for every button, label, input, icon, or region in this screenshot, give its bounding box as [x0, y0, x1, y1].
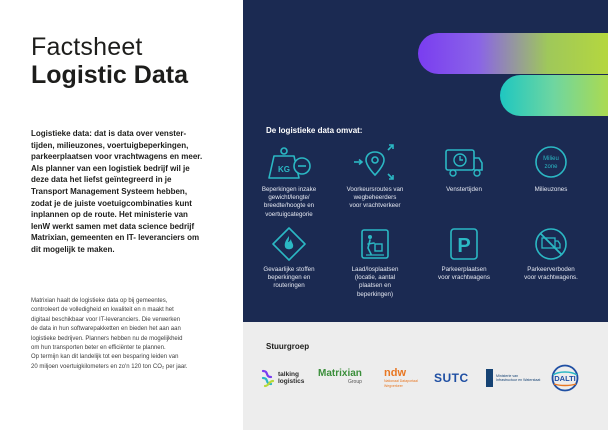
- intro-line: Logistieke data: dat is data over venster-: [31, 129, 187, 138]
- sutc-logo: SUTC: [434, 371, 469, 385]
- data-item-hazardous: [244, 226, 334, 291]
- svg-text:zone: zone: [544, 164, 558, 170]
- body-line: controleert de volledigheid en kwaliteit en n maakt het: [31, 307, 174, 314]
- data-item-loading-places: [330, 226, 420, 299]
- body-line: logistieke bedrijven. Planners hebben nu de mogelijkheid: [31, 335, 183, 342]
- body-line: om hun transporten beter en efficiënter te plannen.: [31, 345, 166, 352]
- talking-logistics-logo: talking logistics: [261, 364, 304, 392]
- data-item-routes: [330, 144, 420, 211]
- stuurgroep-panel: [243, 322, 608, 430]
- truck-clock-icon: [441, 144, 487, 182]
- body-line: Matrixian haalt de logistieke data op bij gemeentes,: [31, 298, 168, 304]
- ndw-logo: ndw Nationaal Dataportaal Wegverkeer: [384, 367, 418, 388]
- decorative-band-teal: [500, 75, 608, 116]
- data-item-label: Laad/losplaatsen (locatie, aantal plaatsen en beperkingen): [351, 266, 399, 298]
- data-item-time-windows: [419, 144, 509, 194]
- decorative-band-purple: [418, 33, 608, 74]
- loading-dock-icon: [352, 226, 398, 262]
- intro-line: Transport Management Systeem hebben,: [31, 186, 188, 196]
- svg-text:Milieu: Milieu: [543, 156, 559, 162]
- dalti-logo: [549, 364, 581, 392]
- intro-line: tijden, milieuzones, voertuigbeperkingen,: [31, 140, 189, 150]
- no-parking-icon: [528, 226, 574, 262]
- route-pin-icon: [352, 144, 398, 182]
- intro-line: dit mogelijk te maken.: [31, 244, 115, 254]
- rijksoverheid-mark-icon: [486, 369, 493, 387]
- data-item-label: Milieuzones: [534, 186, 568, 193]
- data-item-weight: [244, 144, 334, 219]
- svg-text:P: P: [457, 235, 471, 257]
- data-item-label: Beperkingen inzake gewicht/lengte/ breedte/hoogte en voertuigcategorie: [261, 186, 317, 218]
- body-line: 20 miljoen voertuigkilometers en zo'n 120 ton CO₂ per jaar.: [31, 363, 188, 370]
- intro-line: zodat je de juiste voetuigcombinaties kunt: [31, 198, 192, 208]
- body-line: digitaal beschikbaar voor IT-leveranciers. Die verwerken: [31, 316, 181, 323]
- intro-line: Matrixian, gemeenten en IT- leveranciers om: [31, 233, 200, 243]
- body-line: de data in hun softwarepakketten en bieden het aan aan: [31, 326, 181, 333]
- data-item-label: Parkeerverboden voor vrachtwagens.: [524, 266, 578, 282]
- title-factsheet: Factsheet: [31, 33, 143, 61]
- svg-text:DALTI: DALTI: [554, 374, 576, 383]
- intro-line: inplannen op de route. Het ministerie van: [31, 210, 188, 220]
- stuurgroep-title: Stuurgroep: [266, 342, 310, 351]
- hazard-diamond-icon: [266, 226, 312, 262]
- data-item-label: Venstertijden: [446, 186, 482, 193]
- weight-restriction-icon: [266, 144, 312, 182]
- data-item-label: Parkeerplaatsen voor vrachtwagens: [438, 266, 490, 282]
- body-line: Op termijn kan dit landelijk tot een besparing leiden van: [31, 354, 179, 361]
- milieu-zone-icon: [528, 144, 574, 182]
- matrixian-logo: Matrixian Group: [318, 368, 362, 385]
- talking-logistics-mark-icon: [261, 367, 275, 389]
- rijksoverheid-logo: Ministerie van Infrastructuur en Waterstaat: [486, 364, 540, 392]
- dalti-badge-icon: [549, 364, 581, 392]
- data-item-environmental-zones: [506, 144, 596, 194]
- data-panel: [243, 0, 608, 322]
- section-title: De logistieke data omvat:: [266, 126, 363, 135]
- title-logistic-data: Logistic Data: [31, 61, 188, 89]
- left-column: [0, 0, 243, 430]
- data-item-label: Voorkeursroutes van wegbeheerders voor vrachtverkeer: [346, 186, 404, 210]
- svg-text:KG: KG: [278, 165, 290, 174]
- intro-line: deze data het liefst geïntegreerd in je: [31, 175, 172, 185]
- data-item-truck-parking: [419, 226, 509, 282]
- intro-line: parkeerplaatsen voor vrachtwagens en meer.: [31, 152, 203, 162]
- data-item-parking-bans: [506, 226, 596, 282]
- intro-paragraph: [31, 128, 236, 256]
- data-item-label: Gevaarlijke stoffen beperkingen en routeringen: [263, 266, 315, 290]
- intro-line: Als planner van een logistiek bedrijf wil je: [31, 163, 190, 173]
- body-paragraph: [31, 297, 236, 372]
- intro-line: IenW werkt samen met data science bedrijf: [31, 221, 195, 231]
- parking-sign-icon: [441, 226, 487, 262]
